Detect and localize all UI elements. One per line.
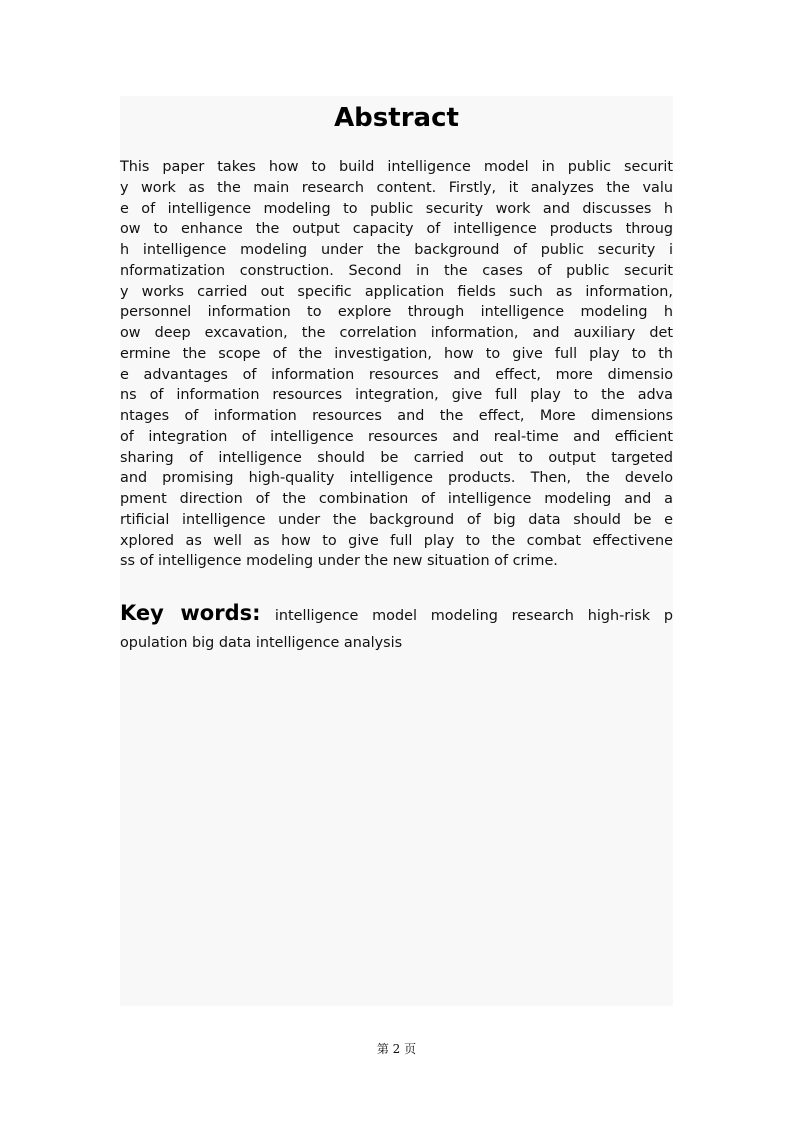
abstract-line: h intelligence modeling under the background of public security i (120, 242, 673, 258)
abstract-line: pment direction of the combination of intelligence modeling and a (120, 491, 673, 507)
abstract-line: ow deep excavation, the correlation information, and auxiliary det (120, 325, 673, 341)
abstract-line: ow to enhance the output capacity of intelligence products throug (120, 221, 673, 237)
abstract-line: xplored as well as how to give full play to the combat effectivene (120, 533, 673, 549)
abstract-line: sharing of intelligence should be carried out to output targeted (120, 450, 673, 466)
abstract-line: y works carried out specific application fields such as information, (120, 284, 673, 300)
abstract-line: ermine the scope of the investigation, how to give full play to th (120, 346, 673, 362)
abstract-line: of integration of intelligence resources and real-time and efficient (120, 429, 673, 445)
keywords-text: intelligence model modeling research high-risk p (274, 608, 674, 624)
abstract-line: nformatization construction. Second in the cases of public securit (120, 263, 673, 279)
page-number: 第 2 页 (376, 1042, 417, 1056)
abstract-line: rtificial intelligence under the background of big data should be e (120, 512, 673, 528)
abstract-line: and promising high-quality intelligence products. Then, the develo (120, 470, 673, 486)
keywords-line (120, 598, 673, 631)
abstract-line: y work as the main research content. Firstly, it analyzes the valu (120, 180, 673, 196)
keywords-continuation: opulation big data intelligence analysis (120, 635, 403, 651)
abstract-line: This paper takes how to build intelligence model in public securit (120, 159, 673, 175)
keywords-label: Key words: (120, 601, 261, 625)
abstract-line: e of intelligence modeling to public security work and discusses h (120, 201, 673, 217)
abstract-line: e advantages of information resources and effect, more dimensio (120, 367, 673, 383)
abstract-line: ns of information resources integration, give full play to the adva (120, 387, 673, 403)
abstract-title: Abstract (334, 103, 459, 133)
abstract-line: ss of intelligence modeling under the new situation of crime. (120, 553, 558, 569)
abstract-line: ntages of information resources and the effect, More dimensions (120, 408, 673, 424)
abstract-line: personnel information to explore through intelligence modeling h (120, 304, 673, 320)
